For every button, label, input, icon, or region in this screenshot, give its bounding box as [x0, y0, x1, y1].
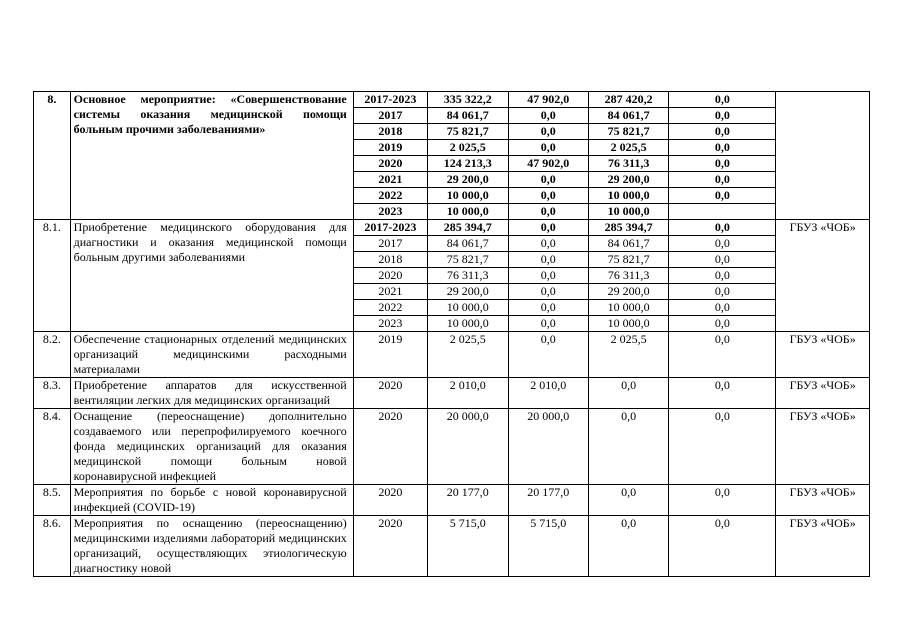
year-cell: 2020	[353, 409, 427, 485]
regional-cell: 2 025,5	[588, 332, 668, 378]
other-cell: 0,0	[669, 156, 776, 172]
year-cell: 2017	[353, 236, 427, 252]
year-cell: 2021	[353, 284, 427, 300]
table-row	[34, 332, 870, 378]
total-cell: 2 010,0	[428, 378, 508, 409]
year-cell: 2020	[353, 378, 427, 409]
regional-cell: 84 061,7	[588, 236, 668, 252]
item-name: Основное мероприятие: «Совершенствование системы оказания медицинской помощи больным прочими заболеваниями»	[70, 92, 353, 220]
table-row	[34, 409, 870, 485]
other-cell: 0,0	[669, 108, 776, 124]
total-cell: 10 000,0	[428, 204, 508, 220]
item-number: 8.	[34, 92, 71, 220]
total-cell: 76 311,3	[428, 268, 508, 284]
other-cell: 0,0	[669, 236, 776, 252]
executor-cell	[776, 92, 870, 220]
other-cell: 0,0	[669, 485, 776, 516]
federal-cell: 20 177,0	[508, 485, 588, 516]
federal-cell: 47 902,0	[508, 156, 588, 172]
table-row	[34, 220, 870, 236]
federal-cell: 0,0	[508, 300, 588, 316]
total-cell: 75 821,7	[428, 124, 508, 140]
federal-cell: 0,0	[508, 220, 588, 236]
federal-cell: 2 010,0	[508, 378, 588, 409]
year-cell: 2023	[353, 316, 427, 332]
other-cell	[669, 204, 776, 220]
regional-cell: 287 420,2	[588, 92, 668, 108]
item-number: 8.6.	[34, 516, 71, 577]
item-name: Мероприятия по оснащению (переоснащению) медицинскими изделиями лабораторий медицинских организаций, осуществляющих этиологическую диагностику новой	[70, 516, 353, 577]
year-cell: 2020	[353, 268, 427, 284]
other-cell: 0,0	[669, 300, 776, 316]
regional-cell: 0,0	[588, 409, 668, 485]
federal-cell: 0,0	[508, 316, 588, 332]
federal-cell: 0,0	[508, 172, 588, 188]
other-cell: 0,0	[669, 378, 776, 409]
executor-cell: ГБУЗ «ЧОБ»	[776, 516, 870, 577]
table-row	[34, 485, 870, 516]
regional-cell: 76 311,3	[588, 268, 668, 284]
year-cell: 2022	[353, 300, 427, 316]
total-cell: 335 322,2	[428, 92, 508, 108]
regional-cell: 10 000,0	[588, 316, 668, 332]
year-cell: 2019	[353, 140, 427, 156]
total-cell: 84 061,7	[428, 236, 508, 252]
year-cell: 2020	[353, 485, 427, 516]
regional-cell: 75 821,7	[588, 124, 668, 140]
federal-cell: 0,0	[508, 124, 588, 140]
year-cell: 2020	[353, 516, 427, 577]
total-cell: 2 025,5	[428, 140, 508, 156]
year-cell: 2017-2023	[353, 92, 427, 108]
regional-cell: 0,0	[588, 516, 668, 577]
item-number: 8.1.	[34, 220, 71, 332]
regional-cell: 10 000,0	[588, 188, 668, 204]
federal-cell: 0,0	[508, 140, 588, 156]
item-name: Мероприятия по борьбе с новой коронавирусной инфекцией (COVID-19)	[70, 485, 353, 516]
table-body	[34, 92, 870, 577]
other-cell: 0,0	[669, 188, 776, 204]
other-cell: 0,0	[669, 220, 776, 236]
other-cell: 0,0	[669, 409, 776, 485]
year-cell: 2023	[353, 204, 427, 220]
other-cell: 0,0	[669, 92, 776, 108]
item-number: 8.3.	[34, 378, 71, 409]
regional-cell: 29 200,0	[588, 172, 668, 188]
item-number: 8.4.	[34, 409, 71, 485]
executor-cell: ГБУЗ «ЧОБ»	[776, 378, 870, 409]
other-cell: 0,0	[669, 284, 776, 300]
executor-cell: ГБУЗ «ЧОБ»	[776, 332, 870, 378]
total-cell: 29 200,0	[428, 172, 508, 188]
total-cell: 29 200,0	[428, 284, 508, 300]
total-cell: 2 025,5	[428, 332, 508, 378]
total-cell: 10 000,0	[428, 316, 508, 332]
year-cell: 2021	[353, 172, 427, 188]
other-cell: 0,0	[669, 332, 776, 378]
year-cell: 2018	[353, 124, 427, 140]
total-cell: 20 177,0	[428, 485, 508, 516]
federal-cell: 0,0	[508, 268, 588, 284]
other-cell: 0,0	[669, 172, 776, 188]
funding-table	[33, 91, 870, 577]
other-cell: 0,0	[669, 268, 776, 284]
federal-cell: 0,0	[508, 332, 588, 378]
total-cell: 75 821,7	[428, 252, 508, 268]
federal-cell: 0,0	[508, 252, 588, 268]
executor-cell: ГБУЗ «ЧОБ»	[776, 485, 870, 516]
executor-cell: ГБУЗ «ЧОБ»	[776, 409, 870, 485]
total-cell: 84 061,7	[428, 108, 508, 124]
federal-cell: 0,0	[508, 188, 588, 204]
federal-cell: 0,0	[508, 284, 588, 300]
regional-cell: 75 821,7	[588, 252, 668, 268]
federal-cell: 0,0	[508, 204, 588, 220]
year-cell: 2019	[353, 332, 427, 378]
year-cell: 2020	[353, 156, 427, 172]
regional-cell: 2 025,5	[588, 140, 668, 156]
federal-cell: 0,0	[508, 236, 588, 252]
total-cell: 5 715,0	[428, 516, 508, 577]
other-cell: 0,0	[669, 252, 776, 268]
regional-cell: 0,0	[588, 485, 668, 516]
regional-cell: 76 311,3	[588, 156, 668, 172]
regional-cell: 10 000,0	[588, 300, 668, 316]
federal-cell: 0,0	[508, 108, 588, 124]
table-row	[34, 378, 870, 409]
table-row	[34, 92, 870, 108]
total-cell: 20 000,0	[428, 409, 508, 485]
item-number: 8.5.	[34, 485, 71, 516]
year-cell: 2022	[353, 188, 427, 204]
other-cell: 0,0	[669, 516, 776, 577]
total-cell: 124 213,3	[428, 156, 508, 172]
other-cell: 0,0	[669, 124, 776, 140]
item-name: Оснащение (переоснащение) дополнительно создаваемого или перепрофилируемого коечного фонда медицинских организаций для оказания медицинской помощи больным новой коронавирусной инфекцией	[70, 409, 353, 485]
executor-cell: ГБУЗ «ЧОБ»	[776, 220, 870, 332]
total-cell: 10 000,0	[428, 188, 508, 204]
other-cell: 0,0	[669, 140, 776, 156]
year-cell: 2017	[353, 108, 427, 124]
item-number: 8.2.	[34, 332, 71, 378]
regional-cell: 29 200,0	[588, 284, 668, 300]
item-name: Обеспечение стационарных отделений медицинских организаций медицинскими расходными материалами	[70, 332, 353, 378]
year-cell: 2018	[353, 252, 427, 268]
table-row	[34, 516, 870, 577]
regional-cell: 285 394,7	[588, 220, 668, 236]
other-cell: 0,0	[669, 316, 776, 332]
total-cell: 285 394,7	[428, 220, 508, 236]
regional-cell: 10 000,0	[588, 204, 668, 220]
item-name: Приобретение медицинского оборудования для диагностики и оказания медицинской помощи больным другими заболеваниями	[70, 220, 353, 332]
federal-cell: 47 902,0	[508, 92, 588, 108]
total-cell: 10 000,0	[428, 300, 508, 316]
federal-cell: 5 715,0	[508, 516, 588, 577]
year-cell: 2017-2023	[353, 220, 427, 236]
item-name: Приобретение аппаратов для искусственной вентиляции легких для медицинских организаций	[70, 378, 353, 409]
regional-cell: 84 061,7	[588, 108, 668, 124]
federal-cell: 20 000,0	[508, 409, 588, 485]
regional-cell: 0,0	[588, 378, 668, 409]
